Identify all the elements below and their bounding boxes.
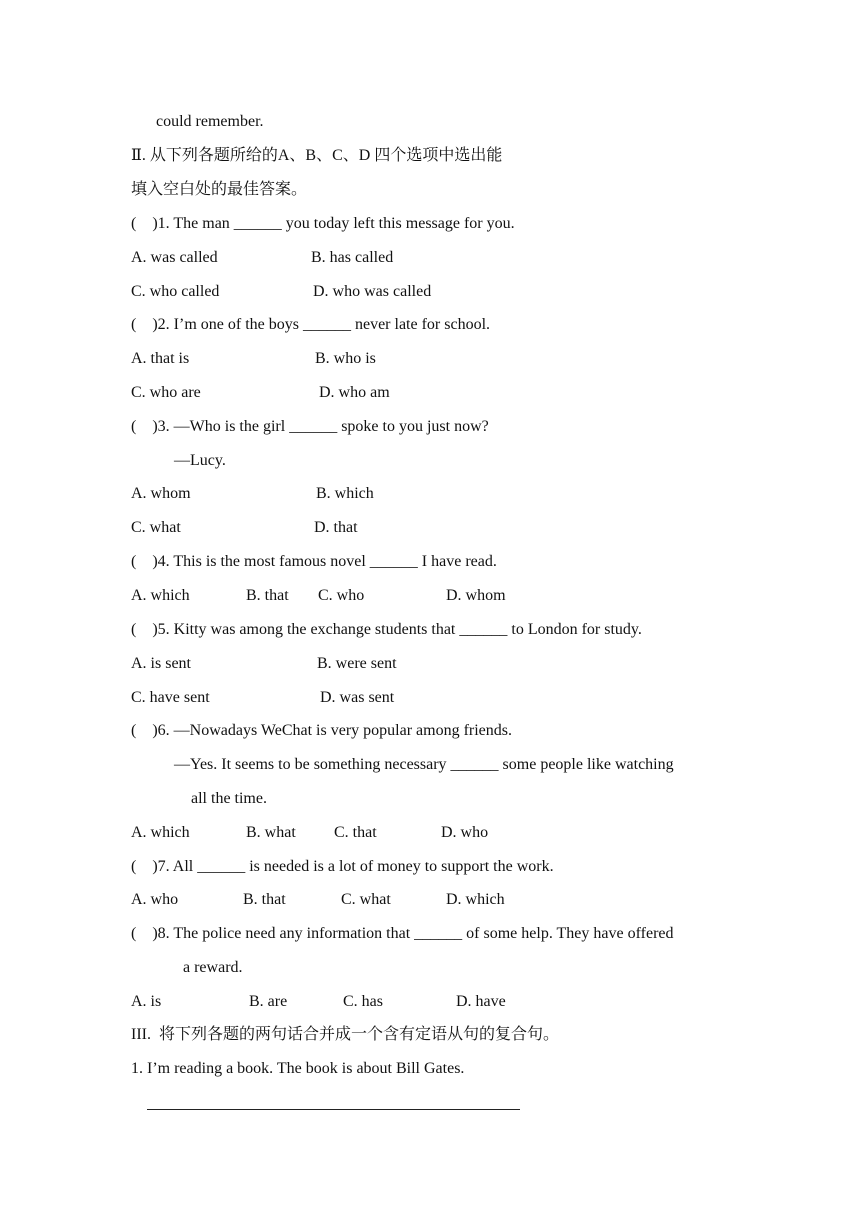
question-7-option-b: B. that (243, 891, 286, 908)
answer-line (147, 1109, 520, 1110)
question-6-option-b: B. what (246, 824, 296, 841)
question-3-option-b: B. which (316, 485, 374, 502)
question-8-option-b: B. are (249, 993, 288, 1010)
question-7-option-d: D. which (446, 891, 505, 908)
question-1-option-b: B. has called (311, 249, 394, 266)
question-6-stem: ( )6. —Nowadays WeChat is very popular among friends. (131, 722, 512, 739)
question-5-option-d: D. was sent (320, 689, 395, 706)
question-7-option-a: A. who (131, 891, 179, 908)
section-2-heading-cont: 填入空白处的最佳答案。 (131, 181, 308, 198)
question-1-option-c: C. who called (131, 283, 220, 300)
question-4-option-a: A. which (131, 587, 190, 604)
question-3-option-c: C. what (131, 519, 181, 536)
question-8-option-d: D. have (456, 993, 506, 1010)
question-4-option-d: D. whom (446, 587, 506, 604)
question-8-stem: ( )8. The police need any information that ______ of some help. They have offered (131, 925, 674, 942)
question-6-option-d: D. who (441, 824, 489, 841)
question-6-stem-cont: —Yes. It seems to be something necessary ______ some people like watching (174, 756, 674, 773)
question-3-stem-cont: —Lucy. (174, 452, 226, 469)
question-2-stem: ( )2. I’m one of the boys ______ never late for school. (131, 316, 491, 333)
question-8-option-a: A. is (131, 993, 162, 1010)
question-6-option-a: A. which (131, 824, 190, 841)
question-4-stem: ( )4. This is the most famous novel ______ I have read. (131, 553, 497, 570)
question-2-option-b: B. who is (315, 350, 376, 367)
continuation-line: could remember. (156, 113, 264, 130)
question-7-stem: ( )7. All ______ is needed is a lot of money to support the work. (131, 858, 554, 875)
question-3-stem: ( )3. —Who is the girl ______ spoke to you just now? (131, 418, 489, 435)
question-6-stem-cont-2: all the time. (191, 790, 267, 807)
section-3-item-1: 1. I’m reading a book. The book is about Bill Gates. (131, 1060, 465, 1077)
question-2-option-d: D. who am (319, 384, 390, 401)
question-2-option-a: A. that is (131, 350, 190, 367)
question-1-option-d: D. who was called (313, 283, 432, 300)
question-3-option-a: A. whom (131, 485, 191, 502)
question-2-option-c: C. who are (131, 384, 201, 401)
question-5-stem: ( )5. Kitty was among the exchange students that ______ to London for study. (131, 621, 642, 638)
question-4-option-c: C. who (318, 587, 365, 604)
question-3-option-d: D. that (314, 519, 358, 536)
section-2-heading: Ⅱ. 从下列各题所给的A、B、C、D 四个选项中选出能 (131, 147, 503, 164)
question-8-stem-cont: a reward. (183, 959, 243, 976)
question-5-option-a: A. is sent (131, 655, 191, 672)
question-5-option-c: C. have sent (131, 689, 210, 706)
question-4-option-b: B. that (246, 587, 289, 604)
question-5-option-b: B. were sent (317, 655, 397, 672)
question-1-option-a: A. was called (131, 249, 218, 266)
section-3-heading: III. 将下列各题的两句话合并成一个含有定语从句的复合句。 (131, 1026, 559, 1043)
question-8-option-c: C. has (343, 993, 383, 1010)
question-6-option-c: C. that (334, 824, 377, 841)
question-1-stem: ( )1. The man ______ you today left this message for you. (131, 215, 515, 232)
question-7-option-c: C. what (341, 891, 391, 908)
